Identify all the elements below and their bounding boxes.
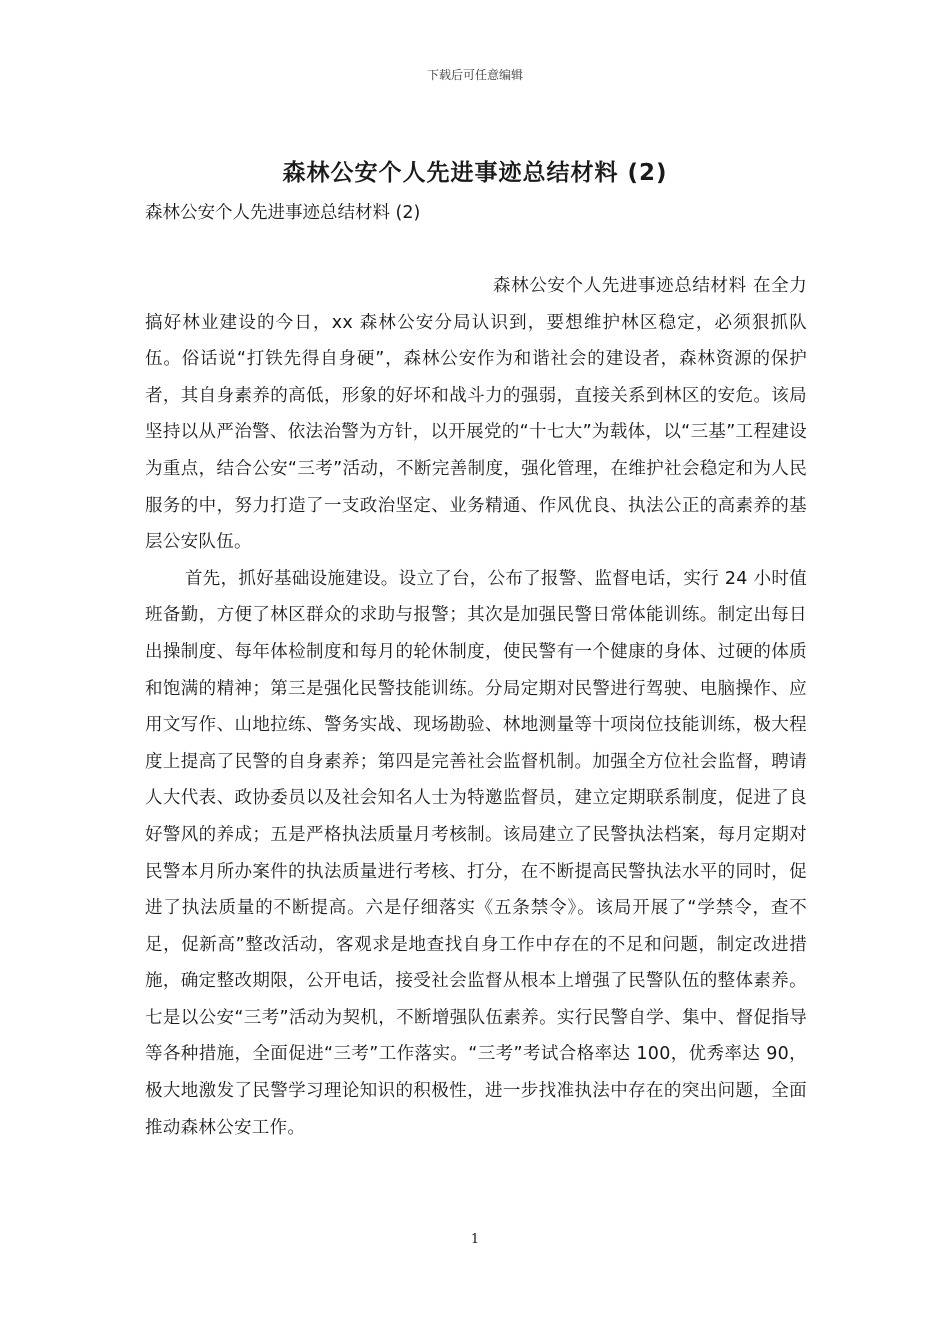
header-note: 下载后可任意编辑 (426, 68, 523, 82)
document-body (145, 268, 807, 1146)
body-paragraph: 森林公安个人先进事迹总结材料 在全力搞好林业建设的今日，xx 森林公安分局认识到，要想维护林区稳定，必须狠抓队伍。俗话说“打铁先得自身硬”，森林公安作为和谐社会的建设者，森林资源的保护者，其自身素养的高低，形象的好坏和战斗力的强弱，直接关系到林区的安危。该局坚持以从严治警、依法治警为方针，以开展党的“十七大”为载体，以“三基”工程建设为重点，结合公安“三考”活动，不断完善制度，强化管理，在维护社会稳定和为人民服务的中，努力打造了一支政治坚定、业务精通、作风优良、执法公正的高素养的基层公安队伍。 (145, 276, 807, 553)
document-subtitle: 森林公安个人先进事迹总结材料 (2) (145, 203, 421, 223)
document-title: 森林公安个人先进事迹总结材料 (2) (282, 160, 668, 186)
page-number: 1 (470, 1232, 480, 1247)
body-paragraph: 首先，抓好基础设施建设。设立了台，公布了报警、监督电话，实行 24 小时值班备勤，方便了林区群众的求助与报警；其次是加强民警日常体能训练。制定出每日出操制度、每年体检制度和每月的轮休制度，使民警有一个健康的身体、过硬的体质和饱满的精神；第三是强化民警技能训练。分局定期对民警进行驾驶、电脑操作、应用文写作、山地拉练、警务实战、现场勘验、林地测量等十项岗位技能训练，极大程度上提高了民警的自身素养；第四是完善社会监督机制。加强全方位社会监督，聘请人大代表、政协委员以及社会知名人士为特邀监督员，建立定期联系制度，促进了良好警风的养成；五是严格执法质量月考核制。该局建立了民警执法档案，每月定期对民警本月所办案件的执法质量进行考核、打分，在不断提高民警执法水平的同时，促进了执法质量的不断提高。六是仔细落实《五条禁令》。该局开展了“学禁令，查不足，促新高”整改活动，客观求是地查找自身工作中存在的不足和问题，制定改进措施，确定整改期限，公开电话，接受社会监督从根本上增强了民警队伍的整体素养。七是以公安“三考”活动为契机，不断增强队伍素养。实行民警自学、集中、督促指导等各种措施，全面促进“三考”工作落实。“三考”考试合格率达 100，优秀率达 90，极大地激发了民警学习理论知识的积极性，进一步找准执法中存在的突出问题，全面推动森林公安工作。 (145, 568, 807, 1138)
